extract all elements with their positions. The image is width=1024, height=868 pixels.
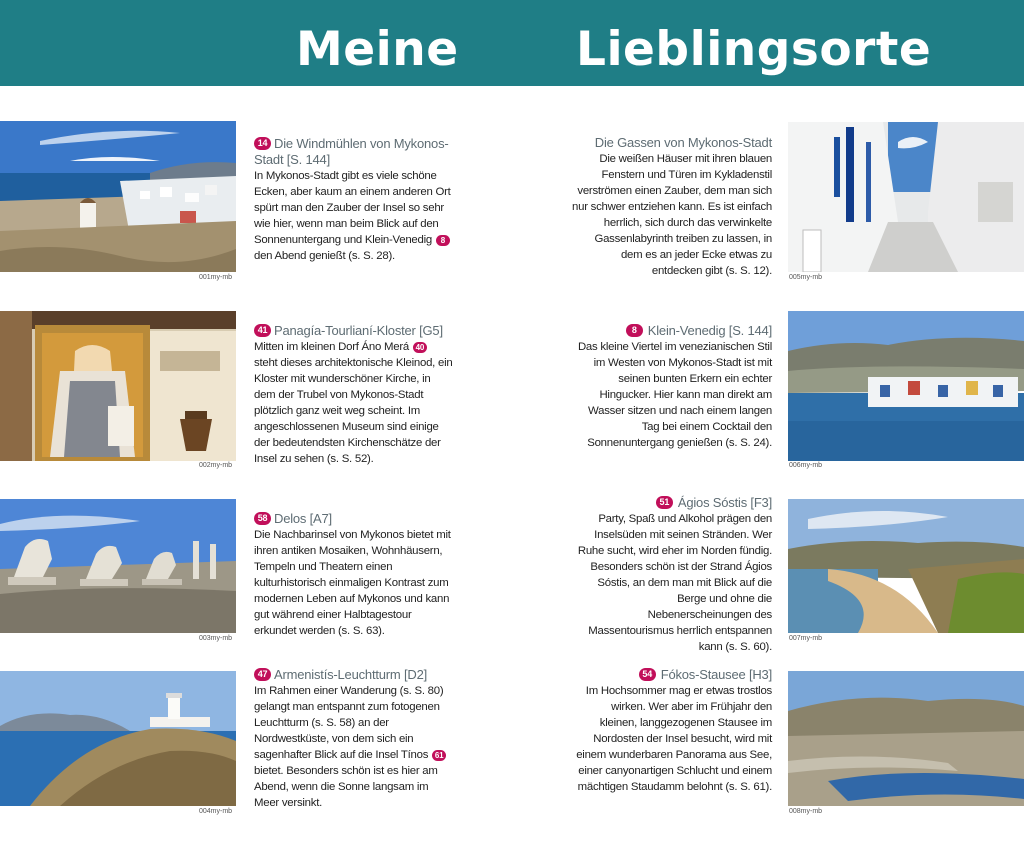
entry-title: 41 Panagía-Tourlianí-Kloster [G5] (254, 322, 454, 338)
entry-fokos-reservoir (572, 666, 772, 795)
entry-lighthouse (254, 666, 454, 811)
entry-monastery (254, 322, 454, 467)
entry-title: 51 Ágios Sóstis [F3] (572, 494, 772, 510)
entry-body: In Mykonos-Stadt gibt es viele schöne Ecken, aber kaum an einem anderen Ort spürt man den Zauber der Insel so sehr wie hier, wenn man beim Blick auf den Sonnenuntergang und Klein-Venedig 8 den Abend genießt (s. S. 28). (254, 170, 451, 263)
photo-caption: 001my-mb (199, 274, 233, 281)
location-number-badge: 51 (656, 496, 673, 509)
entry-body: Party, Spaß und Alkohol prägen den Inselsüden mit seinen Stränden. Wer Ruhe sucht, wird eher im Norden fündig. Besonders schön ist der Strand Ágios Sóstis, an dem man mit Blick auf die Berge und ohne die Nebenerscheinungen des Massentourismus herrlich entspannen kann (s. S. 60). (577, 513, 772, 654)
entry-windmills (254, 135, 454, 264)
entry-title: 47 Armenistís-Leuchtturm [D2] (254, 666, 454, 682)
entry-little-venice (572, 322, 772, 451)
location-number-badge: 8 (626, 324, 643, 337)
photo-caption: 008my-mb (789, 808, 823, 815)
entry-title: 58 Delos [A7] (254, 510, 454, 526)
photo-delos (0, 499, 236, 633)
entry-body: Die Nachbarinsel von Mykonos bietet mit ihren antiken Mosaiken, Wohnhäusern, Tempeln und Theatern einen kulturhistorisch einmaligen Kontrast zum modernen Leben auf Mykonos und kann gut während einer Halbtagestour erkundet werden (s. S. 63). (254, 529, 451, 638)
entry-body: Die weißen Häuser mit ihren blauen Fenstern und Türen im Kykladenstil verströmen einen Zauber, dem man sich nur schwer entziehen kann. Es ist einfach herrlich, sich durch das verwinkelte Gassenlabyrinth treiben zu lassen, in dem es an jeder Ecke etwas zu entdecken gibt (s. S. 12). (572, 153, 772, 277)
inline-location-badge: 8 (436, 235, 450, 246)
entry-title: Die Gassen von Mykonos-Stadt (594, 135, 772, 150)
entry-alleys (572, 135, 772, 279)
photo-caption: 002my-mb (199, 462, 233, 469)
photo-alleys (788, 122, 1024, 272)
header-title-word-2: Lieblingsorte (576, 22, 932, 77)
photo-caption: 005my-mb (789, 274, 823, 281)
inline-location-badge: 40 (413, 342, 427, 353)
entry-title: 14 Die Windmühlen von Mykonos-Stadt [S. 144] (254, 136, 449, 168)
inline-location-badge: 61 (432, 750, 446, 761)
photo-agios-sostis (788, 499, 1024, 633)
photo-fokos-reservoir (788, 671, 1024, 806)
entry-body: Im Hochsommer mag er etwas trostlos wirken. Wer aber im Frühjahr den kleinen, langgezogenen Stausee im Nordosten der Insel besucht, wird mit einem wunderbaren Panorama aus See, einer canyonartigen Schlucht und einem mächtigen Staudamm belohnt (s. S. 61). (576, 685, 772, 794)
location-number-badge: 14 (254, 137, 271, 150)
photo-caption: 007my-mb (789, 635, 823, 642)
photo-caption: 006my-mb (789, 462, 823, 469)
entry-body: Das kleine Viertel im venezianischen Stil im Westen von Mykonos-Stadt ist mit seinen bunten Erkern ein echter Hingucker. Hier kann man direkt am Wasser sitzen und nach einem langen Tag bei einem Cocktail den Sonnenuntergang genießen (s. S. 24). (577, 341, 772, 450)
page-header (0, 0, 1024, 86)
entry-title: 54 Fókos-Stausee [H3] (572, 666, 772, 682)
header-title-word-1: Meine (296, 22, 459, 77)
entry-body: Im Rahmen einer Wanderung (s. S. 80) gelangt man entspannt zum fotogenen Leuchtturm (s. S. 58) an der Nordwestküste, von dem sich ein sagenhafter Blick auf die Insel Tínos 61 bietet. Besonders schön ist es hier am Abend, wenn die Sonne langsam im Meer versinkt. (254, 683, 454, 811)
photo-little-venice (788, 311, 1024, 461)
location-number-badge: 41 (254, 324, 271, 337)
location-number-badge: 47 (254, 668, 271, 681)
entry-body: Mitten im kleinen Dorf Áno Merá 40 steht dieses architektonische Kleinod, ein Kloster mit wunderschöner Kirche, in dem der Trubel von Mykonos-Stadt plötzlich ganz weit weg scheint. Im angeschlossenen Museum sind einige der bedeutendsten Kirchenschätze der Insel zu sehen (s. S. 52). (254, 341, 453, 466)
entry-delos (254, 510, 454, 639)
photo-caption: 003my-mb (199, 635, 233, 642)
photo-lighthouse (0, 671, 236, 806)
entry-agios-sostis (572, 494, 772, 655)
photo-monastery (0, 311, 236, 461)
photo-caption: 004my-mb (199, 808, 233, 815)
entry-title: 8 Klein-Venedig [S. 144] (572, 322, 772, 338)
photo-windmills (0, 121, 236, 272)
location-number-badge: 58 (254, 512, 271, 525)
location-number-badge: 54 (639, 668, 656, 681)
